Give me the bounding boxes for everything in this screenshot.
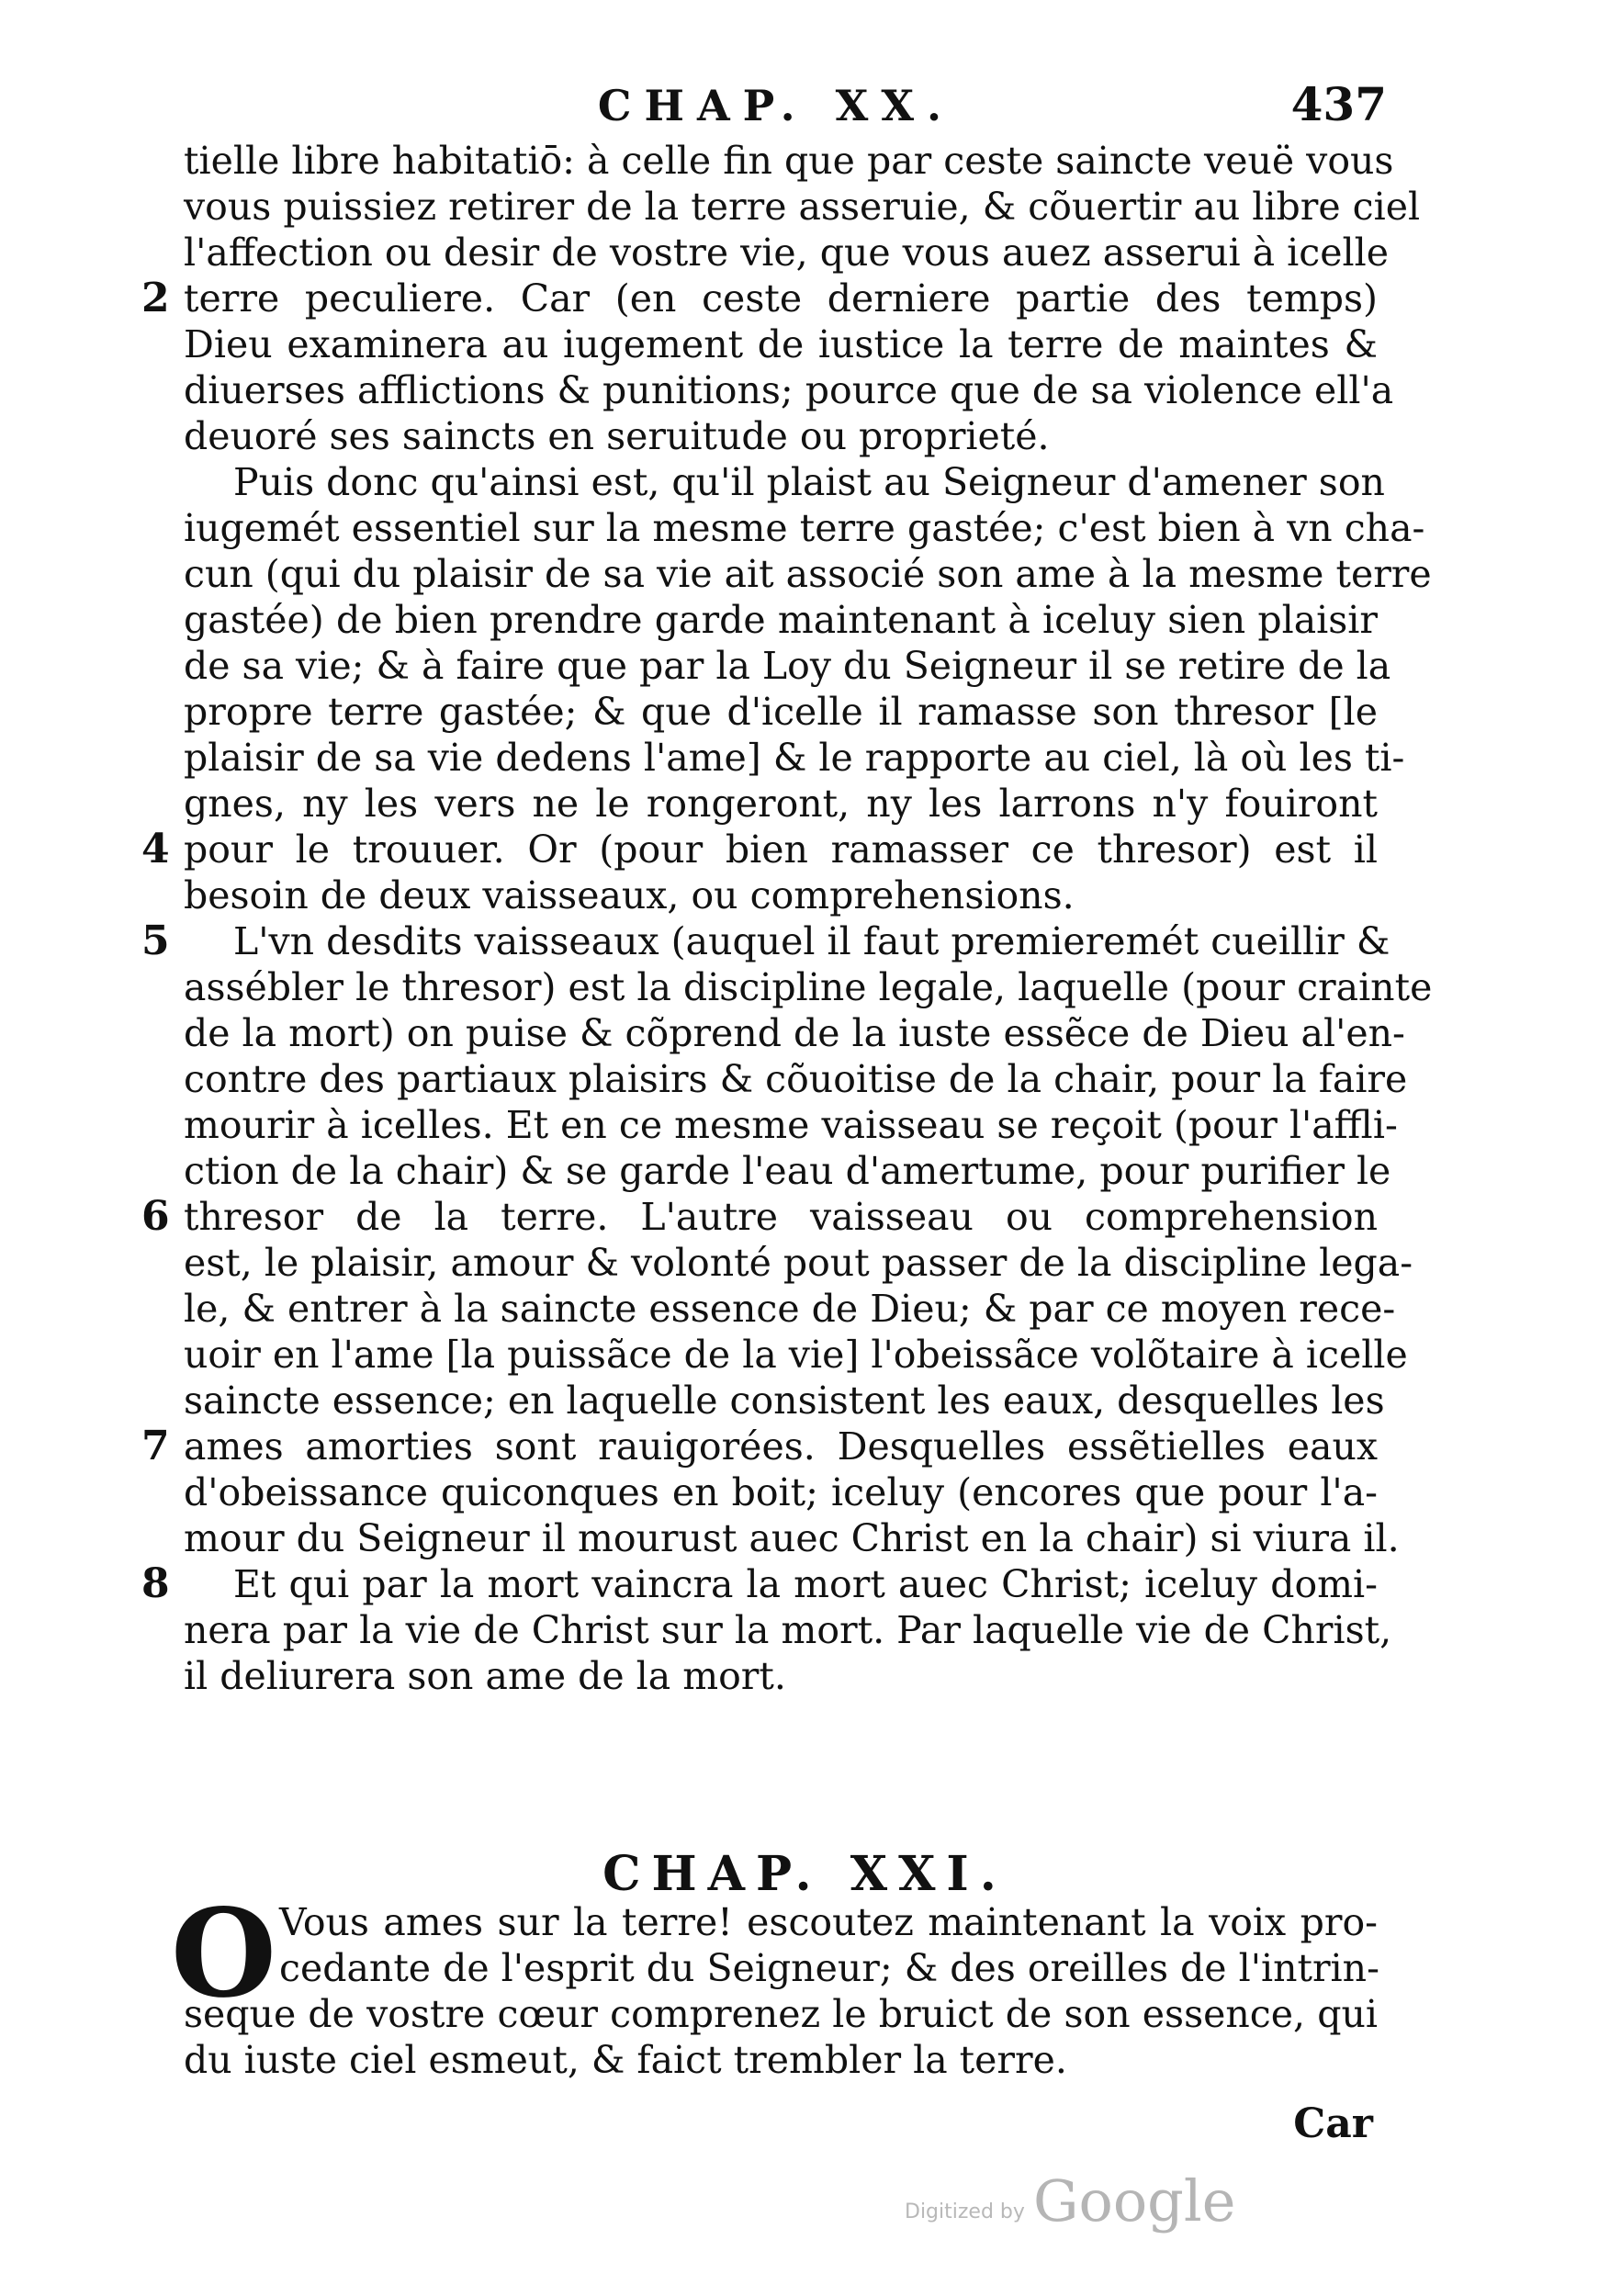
text-line — [184, 184, 1421, 230]
text-line — [184, 1102, 1398, 1148]
text-line — [184, 1515, 1400, 1561]
line-text: nera par la vie de Christ sur la mort. Par laquelle vie de Christ, — [184, 1608, 1392, 1652]
text-line — [184, 2037, 1378, 2083]
text-line — [184, 781, 1378, 827]
verse-number: 4 — [141, 826, 170, 872]
line-text: Puis donc qu'ainsi est, qu'il plaist au Seigneur d'amener son — [233, 460, 1385, 504]
line-text: assébler le thresor) est la discipline legale, laquelle (pour crainte — [184, 965, 1433, 1009]
line-text: le, & entrer à la saincte essence de Dieu; & par ce moyen rece- — [184, 1287, 1396, 1331]
line-text: cedante de l'esprit du Seigneur; & des oreilles de l'intrin- — [279, 1946, 1379, 1990]
page-number: 437 — [1290, 77, 1387, 131]
line-text: saincte essence; en laquelle consistent les eaux, desquelles les — [184, 1379, 1385, 1423]
text-line — [184, 1010, 1405, 1056]
text-line — [184, 1899, 1378, 1945]
text-line — [184, 1148, 1391, 1194]
text-line — [184, 1286, 1396, 1332]
line-text: du iuste ciel esmeut, & faict trembler la terre. — [184, 2038, 1067, 2082]
text-line — [141, 826, 1378, 872]
line-text: gnes, ny les vers ne le rongeront, ny les larrons n'y fouiront — [184, 782, 1378, 826]
text-line — [184, 321, 1378, 367]
line-text: terre peculiere. Car (en ceste derniere partie des temps) — [184, 276, 1378, 321]
text-line — [184, 551, 1432, 597]
line-text: gastée) de bien prendre garde maintenant à iceluy sien plaisir — [184, 598, 1378, 642]
verse-number: 6 — [141, 1193, 170, 1240]
line-text: tielle libre habitatiō: à celle fin que par ceste saincte veuë vous — [184, 139, 1394, 183]
text-line — [141, 275, 1378, 321]
line-text: Vous ames sur la terre! escoutez maintenant la voix pro- — [279, 1900, 1378, 1944]
line-text: de sa vie; & à faire que par la Loy du Seigneur il se retire de la — [184, 644, 1391, 688]
line-text: pour le trouuer. Or (pour bien ramasser ce thresor) est il — [184, 827, 1378, 872]
line-text: plaisir de sa vie dedens l'ame] & le rapporte au ciel, là où les ti- — [184, 736, 1405, 780]
text-line — [184, 1378, 1385, 1424]
text-line — [184, 964, 1433, 1010]
verse-number: 5 — [141, 917, 170, 964]
catchword: Car — [1293, 2100, 1373, 2147]
text-line — [184, 1653, 1378, 1699]
text-line — [184, 1991, 1378, 2037]
verse-number: 8 — [141, 1560, 170, 1607]
line-text: seque de vostre cœur comprenez le bruict de son essence, qui — [184, 1992, 1378, 2036]
line-text: uoir en l'ame [la puissãce de la vie] l'obeissãce volõtaire à icelle — [184, 1333, 1408, 1377]
line-text: besoin de deux vaisseaux, ou comprehensions. — [184, 873, 1075, 917]
running-title: CHAP. XX. — [597, 81, 955, 130]
text-line — [184, 505, 1425, 551]
text-line — [141, 917, 1390, 964]
line-text: thresor de la terre. L'autre vaisseau ou comprehension — [184, 1195, 1378, 1239]
text-line — [184, 643, 1391, 689]
text-line — [184, 1469, 1378, 1515]
text-line — [184, 459, 1385, 505]
drop-cap: O — [171, 1883, 276, 2025]
text-line — [184, 1607, 1392, 1653]
line-text: de la mort) on puise & cõprend de la iuste essẽce de Dieu al'en- — [184, 1011, 1405, 1055]
verse-number: 2 — [141, 275, 170, 321]
text-line — [184, 138, 1394, 184]
line-text: Dieu examinera au iugement de iustice la terre de maintes & — [184, 322, 1378, 366]
text-line — [184, 1945, 1378, 1991]
text-line — [184, 872, 1378, 918]
line-text: L'vn desdits vaisseaux (auquel il faut premieremét cueillir & — [233, 919, 1390, 963]
line-text: est, le plaisir, amour & volonté pout passer de la discipline lega- — [184, 1241, 1413, 1285]
text-line — [184, 1056, 1408, 1102]
chapter-heading: CHAP. XXI. — [602, 1846, 1008, 1902]
line-text: vous puissiez retirer de la terre asseruie, & cõuertir au libre ciel — [184, 185, 1421, 229]
text-line — [184, 1240, 1413, 1286]
google-logo: Google — [1033, 2167, 1236, 2234]
chapter-xxi-text — [171, 1883, 1379, 2083]
text-line — [141, 1193, 1378, 1240]
line-text: propre terre gastée; & que d'icelle il ramasse son thresor [le — [184, 690, 1378, 734]
line-text: mourir à icelles. Et en ce mesme vaisseau se reçoit (pour l'affli- — [184, 1103, 1398, 1147]
line-text: mour du Seigneur il mourust auec Christ en la chair) si viura il. — [184, 1516, 1400, 1560]
line-text: cun (qui du plaisir de sa vie ait associé son ame à la mesme terre — [184, 552, 1432, 596]
line-text: Et qui par la mort vaincra la mort auec Christ; iceluy domi- — [233, 1562, 1378, 1606]
line-text: il deliurera son ame de la mort. — [184, 1654, 786, 1698]
text-line — [141, 1560, 1378, 1607]
line-text: deuoré ses saincts en seruitude ou proprieté. — [184, 414, 1050, 458]
line-text: d'obeissance quiconques en boit; iceluy (encores que pour l'a- — [184, 1470, 1378, 1514]
line-text: contre des partiaux plaisirs & cõuoitise de la chair, pour la faire — [184, 1057, 1408, 1101]
digitized-by-watermark — [905, 2169, 1235, 2243]
text-line — [184, 735, 1405, 781]
line-text: ames amorties sont rauigorées. Desquelles essẽtielles eaux — [184, 1424, 1378, 1469]
text-line — [184, 230, 1389, 276]
digitized-by-label: Digitized by — [905, 2200, 1025, 2223]
text-line — [184, 367, 1394, 413]
line-text: l'affection ou desir de vostre vie, que vous auez asserui à icelle — [184, 231, 1389, 275]
text-line — [184, 689, 1378, 735]
page-header — [165, 77, 1387, 145]
text-line — [184, 1332, 1408, 1378]
text-line — [141, 1423, 1378, 1469]
line-text: ction de la chair) & se garde l'eau d'amertume, pour purifier le — [184, 1149, 1391, 1193]
line-text: iugemét essentiel sur la mesme terre gastée; c'est bien à vn cha- — [184, 506, 1425, 550]
text-line — [184, 597, 1378, 643]
line-text: diuerses afflictions & punitions; pource que de sa violence ell'a — [184, 368, 1394, 412]
verse-number: 7 — [141, 1423, 170, 1469]
chapter-xx-text — [141, 138, 1433, 1699]
text-line — [184, 413, 1378, 459]
